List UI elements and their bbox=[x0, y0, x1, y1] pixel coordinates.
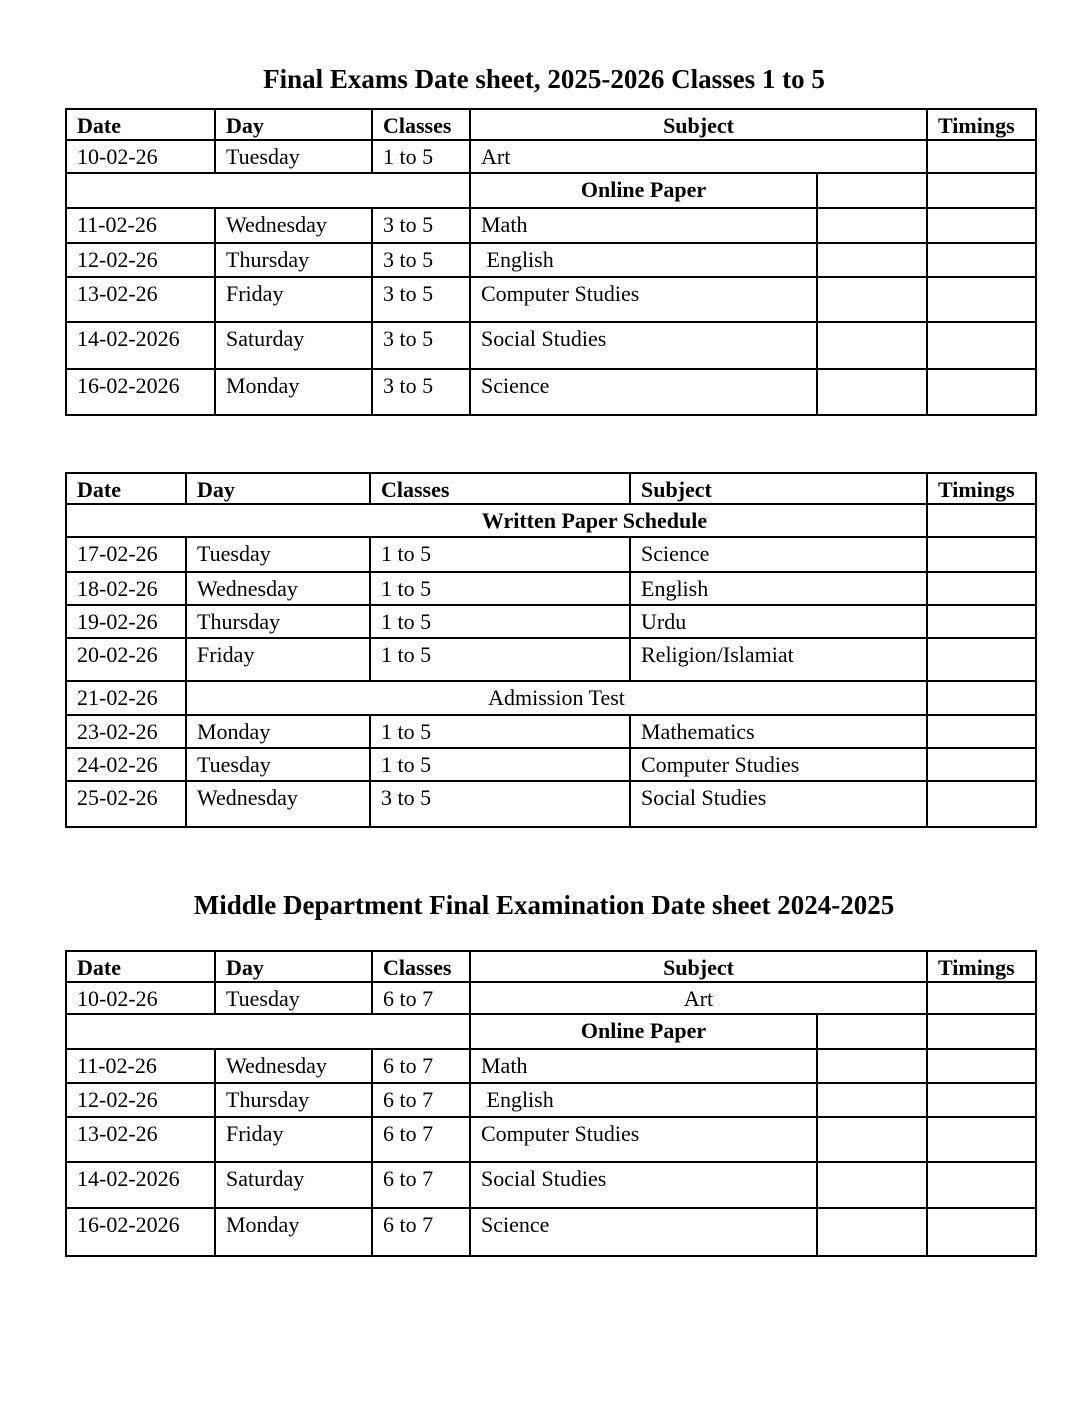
empty-cell bbox=[817, 1117, 927, 1162]
written-paper-banner: Written Paper Schedule bbox=[66, 504, 927, 537]
online-paper-banner: Online Paper bbox=[470, 173, 817, 208]
cell-timings-empty bbox=[927, 140, 1036, 173]
cell-day: Wednesday bbox=[186, 572, 370, 605]
cell-date: 12-02-26 bbox=[66, 243, 215, 277]
cell-date: 14-02-2026 bbox=[66, 322, 215, 369]
cell-timings-empty bbox=[927, 1208, 1036, 1256]
table-row bbox=[66, 277, 1036, 322]
banner-row bbox=[66, 173, 1036, 208]
cell-timings-empty bbox=[927, 243, 1036, 277]
cell-classes: 1 to 5 bbox=[370, 638, 630, 681]
cell-classes: 1 to 5 bbox=[370, 748, 630, 781]
cell-subject: English bbox=[630, 572, 927, 605]
cell-day: Wednesday bbox=[215, 1049, 372, 1083]
cell-timings-empty bbox=[927, 277, 1036, 322]
cell-classes: 3 to 5 bbox=[372, 243, 470, 277]
admission-test-cell: Admission Test bbox=[186, 681, 927, 715]
table-row bbox=[66, 243, 1036, 277]
cell-day: Thursday bbox=[215, 243, 372, 277]
cell-date: 21-02-26 bbox=[66, 681, 186, 715]
cell-classes: 1 to 5 bbox=[370, 715, 630, 748]
table-row bbox=[66, 982, 1036, 1014]
table-row bbox=[66, 638, 1036, 681]
admission-test-row bbox=[66, 681, 1036, 715]
empty-cell bbox=[66, 1014, 470, 1049]
middle-section-title: Middle Department Final Examination Date sheet 2024-2025 bbox=[193, 890, 895, 920]
header-classes: Classes bbox=[372, 109, 470, 140]
cell-day: Friday bbox=[215, 1117, 372, 1162]
cell-date: 25-02-26 bbox=[66, 781, 186, 827]
cell-subject: English bbox=[470, 1083, 817, 1117]
cell-date: 16-02-2026 bbox=[66, 369, 215, 415]
table-row bbox=[66, 715, 1036, 748]
cell-subject: Art bbox=[470, 140, 927, 173]
cell-date: 19-02-26 bbox=[66, 605, 186, 638]
cell-classes: 6 to 7 bbox=[372, 1083, 470, 1117]
header-date: Date bbox=[66, 473, 186, 504]
cell-timings-empty bbox=[927, 681, 1036, 715]
cell-timings-empty bbox=[927, 748, 1036, 781]
cell-classes: 6 to 7 bbox=[372, 1162, 470, 1208]
cell-classes: 6 to 7 bbox=[372, 1117, 470, 1162]
table-row bbox=[66, 748, 1036, 781]
cell-classes: 6 to 7 bbox=[372, 1208, 470, 1256]
cell-timings-empty bbox=[927, 982, 1036, 1014]
cell-date: 10-02-26 bbox=[66, 982, 215, 1014]
cell-day: Saturday bbox=[215, 322, 372, 369]
cell-subject: Social Studies bbox=[630, 781, 927, 827]
cell-subject: Social Studies bbox=[470, 322, 817, 369]
empty-cell bbox=[817, 1049, 927, 1083]
cell-classes: 3 to 5 bbox=[372, 322, 470, 369]
cell-day: Friday bbox=[215, 277, 372, 322]
cell-classes: 3 to 5 bbox=[372, 369, 470, 415]
empty-cell bbox=[817, 1208, 927, 1256]
header-timings: Timings bbox=[927, 109, 1036, 140]
written-paper-table bbox=[65, 472, 1037, 828]
cell-timings-empty bbox=[927, 1014, 1036, 1049]
cell-date: 10-02-26 bbox=[66, 140, 215, 173]
header-day: Day bbox=[215, 109, 372, 140]
empty-cell bbox=[66, 173, 470, 208]
cell-timings-empty bbox=[927, 504, 1036, 537]
cell-timings-empty bbox=[927, 1162, 1036, 1208]
cell-classes: 3 to 5 bbox=[372, 277, 470, 322]
header-subject: Subject bbox=[470, 951, 927, 982]
cell-date: 24-02-26 bbox=[66, 748, 186, 781]
cell-date: 11-02-26 bbox=[66, 1049, 215, 1083]
cell-date: 16-02-2026 bbox=[66, 1208, 215, 1256]
cell-day: Monday bbox=[186, 715, 370, 748]
cell-subject: Computer Studies bbox=[630, 748, 927, 781]
cell-subject: Social Studies bbox=[470, 1162, 817, 1208]
cell-classes: 3 to 5 bbox=[372, 208, 470, 243]
header-day: Day bbox=[215, 951, 372, 982]
table-row bbox=[66, 140, 1036, 173]
primary-section-title: Final Exams Date sheet, 2025-2026 Classes 1 to 5 bbox=[263, 64, 825, 94]
table-header-row bbox=[66, 109, 1036, 140]
cell-subject: Computer Studies bbox=[470, 1117, 817, 1162]
empty-cell bbox=[817, 1162, 927, 1208]
cell-day: Saturday bbox=[215, 1162, 372, 1208]
cell-date: 18-02-26 bbox=[66, 572, 186, 605]
table-header-row bbox=[66, 473, 1036, 504]
table-row bbox=[66, 369, 1036, 415]
header-date: Date bbox=[66, 951, 215, 982]
cell-day: Monday bbox=[215, 1208, 372, 1256]
cell-subject: Science bbox=[470, 1208, 817, 1256]
cell-timings-empty bbox=[927, 208, 1036, 243]
cell-date: 23-02-26 bbox=[66, 715, 186, 748]
online-paper-banner: Online Paper bbox=[470, 1014, 817, 1049]
cell-timings-empty bbox=[927, 173, 1036, 208]
table-row bbox=[66, 572, 1036, 605]
cell-subject: Urdu bbox=[630, 605, 927, 638]
cell-classes: 6 to 7 bbox=[372, 982, 470, 1014]
cell-date: 14-02-2026 bbox=[66, 1162, 215, 1208]
cell-classes: 3 to 5 bbox=[370, 781, 630, 827]
cell-timings-empty bbox=[927, 781, 1036, 827]
cell-classes: 1 to 5 bbox=[370, 537, 630, 572]
cell-timings-empty bbox=[927, 715, 1036, 748]
table-row bbox=[66, 1208, 1036, 1256]
cell-timings-empty bbox=[927, 322, 1036, 369]
cell-subject: Science bbox=[470, 369, 817, 415]
cell-subject: Math bbox=[470, 1049, 817, 1083]
cell-timings-empty bbox=[927, 1083, 1036, 1117]
header-timings: Timings bbox=[927, 951, 1036, 982]
empty-cell bbox=[817, 322, 927, 369]
cell-day: Monday bbox=[215, 369, 372, 415]
cell-timings-empty bbox=[927, 537, 1036, 572]
cell-day: Tuesday bbox=[215, 982, 372, 1014]
banner-row bbox=[66, 1014, 1036, 1049]
primary-exam-table bbox=[65, 108, 1037, 416]
cell-subject: Math bbox=[470, 208, 817, 243]
cell-date: 11-02-26 bbox=[66, 208, 215, 243]
cell-timings-empty bbox=[927, 1049, 1036, 1083]
cell-subject: Computer Studies bbox=[470, 277, 817, 322]
cell-day: Thursday bbox=[186, 605, 370, 638]
cell-subject: Art bbox=[470, 982, 927, 1014]
cell-day: Wednesday bbox=[186, 781, 370, 827]
cell-classes: 6 to 7 bbox=[372, 1049, 470, 1083]
empty-cell bbox=[817, 173, 927, 208]
cell-date: 20-02-26 bbox=[66, 638, 186, 681]
cell-classes: 1 to 5 bbox=[370, 605, 630, 638]
cell-classes: 1 to 5 bbox=[372, 140, 470, 173]
empty-cell bbox=[817, 369, 927, 415]
cell-timings-empty bbox=[927, 369, 1036, 415]
table-row bbox=[66, 1049, 1036, 1083]
cell-date: 12-02-26 bbox=[66, 1083, 215, 1117]
table-row bbox=[66, 537, 1036, 572]
cell-day: Tuesday bbox=[186, 537, 370, 572]
header-timings: Timings bbox=[927, 473, 1036, 504]
middle-dept-exam-table bbox=[65, 950, 1037, 1257]
table-header-row bbox=[66, 951, 1036, 982]
header-classes: Classes bbox=[370, 473, 630, 504]
cell-date: 17-02-26 bbox=[66, 537, 186, 572]
empty-cell bbox=[817, 1014, 927, 1049]
cell-date: 13-02-26 bbox=[66, 1117, 215, 1162]
header-classes: Classes bbox=[372, 951, 470, 982]
cell-subject: Religion/Islamiat bbox=[630, 638, 927, 681]
cell-timings-empty bbox=[927, 605, 1036, 638]
table-row bbox=[66, 1083, 1036, 1117]
cell-subject: Science bbox=[630, 537, 927, 572]
header-day: Day bbox=[186, 473, 370, 504]
cell-timings-empty bbox=[927, 1117, 1036, 1162]
cell-day: Tuesday bbox=[215, 140, 372, 173]
table-row bbox=[66, 208, 1036, 243]
banner-row bbox=[66, 504, 1036, 537]
cell-classes: 1 to 5 bbox=[370, 572, 630, 605]
cell-subject: Mathematics bbox=[630, 715, 927, 748]
table-row bbox=[66, 605, 1036, 638]
empty-cell bbox=[817, 208, 927, 243]
cell-day: Tuesday bbox=[186, 748, 370, 781]
header-subject: Subject bbox=[470, 109, 927, 140]
header-date: Date bbox=[66, 109, 215, 140]
cell-day: Thursday bbox=[215, 1083, 372, 1117]
cell-day: Wednesday bbox=[215, 208, 372, 243]
cell-date: 13-02-26 bbox=[66, 277, 215, 322]
cell-day: Friday bbox=[186, 638, 370, 681]
empty-cell bbox=[817, 1083, 927, 1117]
table-row bbox=[66, 322, 1036, 369]
table-row bbox=[66, 1162, 1036, 1208]
header-subject: Subject bbox=[630, 473, 927, 504]
cell-subject: English bbox=[470, 243, 817, 277]
empty-cell bbox=[817, 243, 927, 277]
cell-timings-empty bbox=[927, 572, 1036, 605]
cell-timings-empty bbox=[927, 638, 1036, 681]
table-row bbox=[66, 781, 1036, 827]
empty-cell bbox=[817, 277, 927, 322]
table-row bbox=[66, 1117, 1036, 1162]
